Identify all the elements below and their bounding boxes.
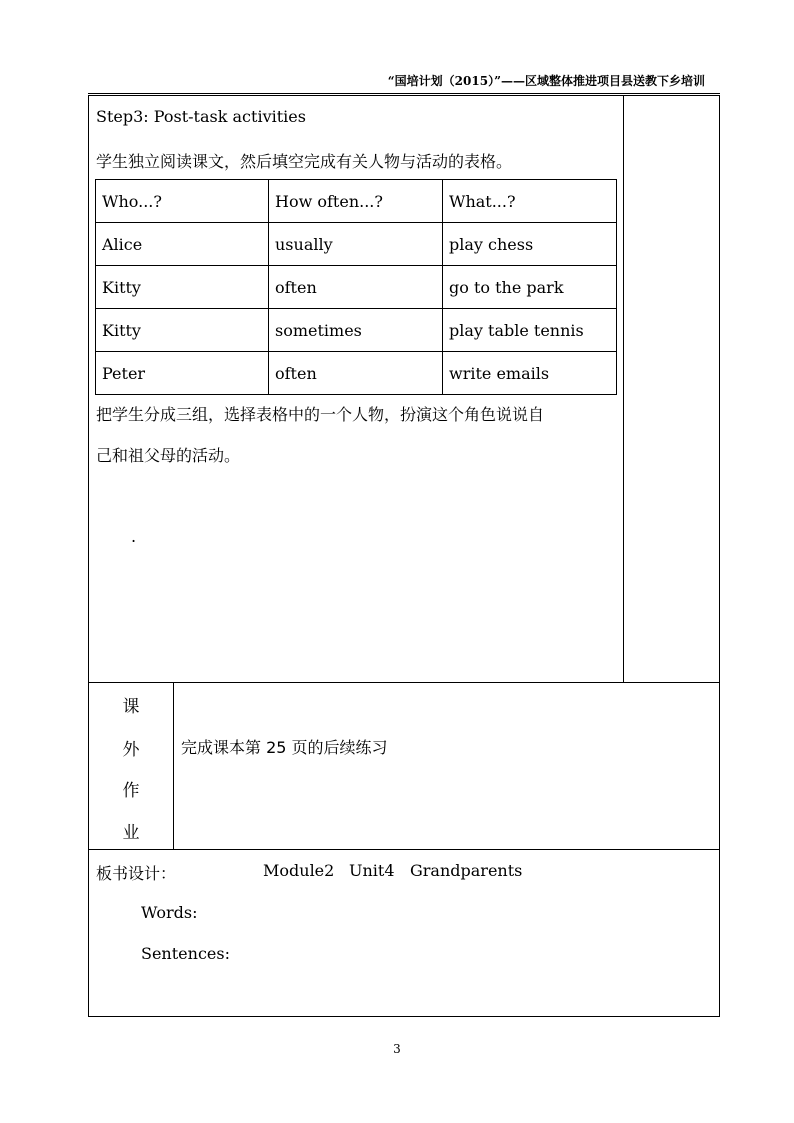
table-row: [96, 266, 617, 309]
table-cell: usually: [269, 223, 443, 266]
table-row: [96, 223, 617, 266]
homework-label-char: 课: [122, 697, 140, 717]
table-header-row: [96, 180, 617, 223]
homework-label-char: 作: [122, 781, 140, 801]
activity-text-line2: 己和祖父母的活动。: [96, 446, 241, 465]
activity-text-line1: 把学生分成三组，选择表格中的一个人物，扮演这个角色说说自: [96, 405, 545, 424]
header-rule: [88, 93, 720, 94]
homework-label-char: 外: [122, 740, 140, 760]
table-cell: Kitty: [96, 266, 269, 309]
table-cell: play chess: [443, 223, 617, 266]
activity-table: [95, 179, 617, 395]
step3-instruction: 学生独立阅读课文，然后填空完成有关人物与活动的表格。: [96, 152, 513, 171]
homework-label-divider: [173, 682, 174, 850]
homework-label-char: 业: [122, 823, 140, 843]
board-design-section: [88, 849, 720, 1017]
table-cell: often: [269, 352, 443, 395]
table-row: [96, 309, 617, 352]
table-cell: Peter: [96, 352, 269, 395]
table-cell: play table tennis: [443, 309, 617, 352]
table-cell: often: [269, 266, 443, 309]
board-unit: Unit4: [349, 861, 395, 880]
table-row: [96, 352, 617, 395]
table-header-cell: Who...?: [96, 180, 269, 223]
stray-dot: .: [131, 527, 137, 546]
board-words-label: Words:: [141, 903, 198, 922]
table-cell: write emails: [443, 352, 617, 395]
step3-side-divider: [623, 95, 624, 683]
homework-section: [88, 682, 720, 850]
board-sentences-label: Sentences:: [141, 944, 230, 963]
page-number: 3: [393, 1042, 401, 1056]
table-header-cell: What...?: [443, 180, 617, 223]
table-cell: Kitty: [96, 309, 269, 352]
document-header: “国培计划（2015）”——区域整体推进项目县送教下乡培训: [387, 74, 705, 88]
table-cell: sometimes: [269, 309, 443, 352]
board-topic: Grandparents: [410, 861, 523, 880]
homework-content: 完成课本第 25 页的后续练习: [181, 738, 388, 757]
board-module: Module2: [263, 861, 335, 880]
table-cell: go to the park: [443, 266, 617, 309]
table-header-cell: How often...?: [269, 180, 443, 223]
board-design-label: 板书设计：: [96, 864, 177, 883]
step3-title: Step3: Post-task activities: [96, 107, 306, 126]
table-cell: Alice: [96, 223, 269, 266]
